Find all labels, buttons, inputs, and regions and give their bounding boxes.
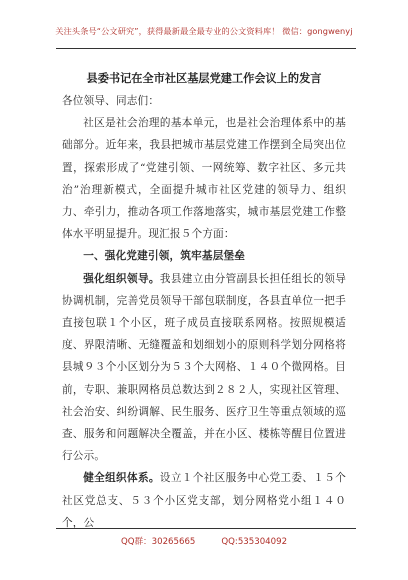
paragraph-body: 我县建立由分管副县长担任组长的领导协调机制，完善党员领导干部包联制度，各县直单位一把手直接包联１个小区，班子成员直接联系网格。按照规模适度、界限清晰、无缝覆盖和划细划小的原则科学划分网格将县城９３个小区划分为５３个大网格、１４０个微网格。目前，专职、兼职网格员总数达到２８２人，实现社区管理、社会治安、纠纷调解、民生服务、医疗卫生等重点领域的巡查、服务和问题解决全覆盖，并在小区、楼栋等醒目位置进行公示。 bbox=[62, 272, 346, 463]
footer-qq-group: QQ群：30265665 bbox=[120, 537, 196, 547]
salutation: 各位领导、同志们： bbox=[62, 95, 160, 107]
section-heading: 一、强化党建引领，筑牢基层堡垒 bbox=[83, 250, 246, 263]
header-rule bbox=[56, 48, 356, 49]
header-promo-note: 关注头条号“公文研究”，获得最新最全最专业的公文资料库！ 微信：gongwenyj bbox=[55, 26, 353, 36]
footer-contact bbox=[0, 535, 408, 547]
paragraph-organization-system bbox=[62, 467, 346, 534]
paragraph-lead: 健全组织体系。 bbox=[83, 472, 160, 485]
intro-paragraph: 社区是社会治理的基本单元，也是社会治理体系中的基础部分。近年来，我县把城市基层党建工作摆到全局突出位置，探索形成了“党建引领、一网统筹、数字社区、多元共治”治理新模式，全面提升城市社区党建的领导力、组织力、牵引力，推动各项工作落地落实，城市基层党建工作整体水平明显提升。现汇报５个方面： bbox=[62, 117, 346, 241]
footer-rule bbox=[56, 528, 356, 529]
document-title: 县委书记在全市社区基层党建工作会议上的发言 bbox=[86, 71, 322, 85]
footer-qq-number: QQ:535304092 bbox=[221, 537, 288, 547]
document-body bbox=[62, 90, 346, 529]
paragraph-lead: 强化组织领导。 bbox=[83, 272, 160, 285]
paragraph-organization-leadership bbox=[62, 268, 346, 468]
paragraph-body: 设立１个社区服务中心党工委、１５个社区党总支、５３个小区党支部，划分网格党小组１４０个，公 bbox=[62, 472, 346, 529]
